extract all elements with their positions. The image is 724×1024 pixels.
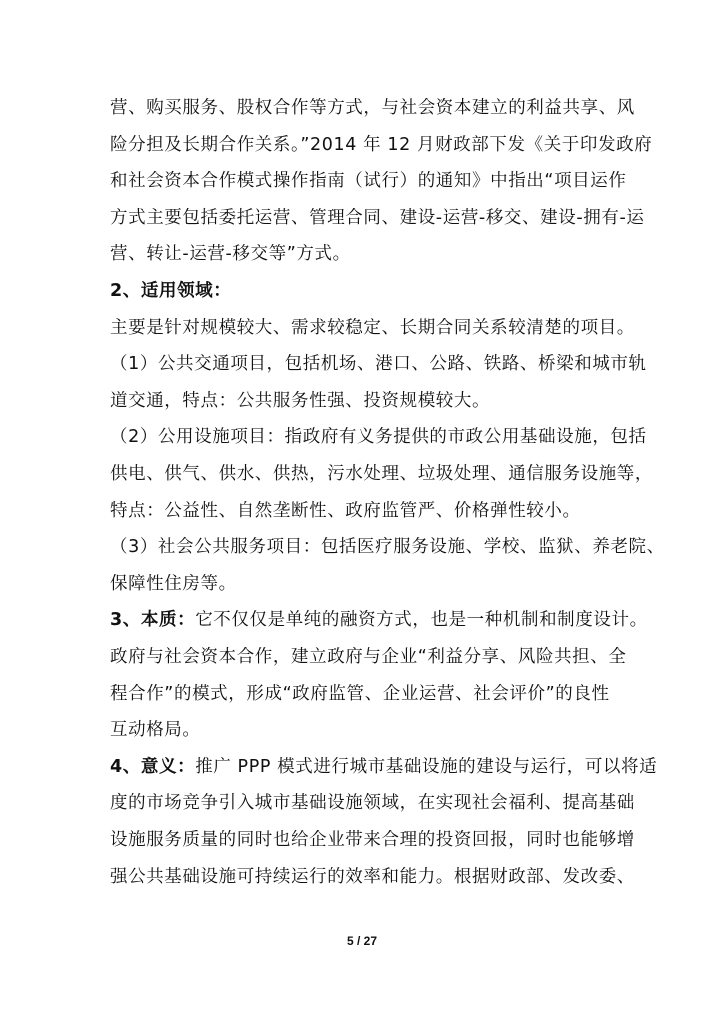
text-line <box>110 462 653 486</box>
text-line <box>110 279 620 303</box>
line-text: 和社会资本合作模式操作指南（试行）的通知》中指出“项目运作 <box>110 171 627 192</box>
line-text: （2）公用设施项目：指政府有义务提供的市政公用基础设施，包括 <box>110 427 647 448</box>
line-text: 特点：公益性、自然垄断性、政府监管严、价格弹性较小。 <box>110 500 581 521</box>
section-heading: 2、适用领域： <box>110 281 232 301</box>
line-text: 互动格局。 <box>110 720 201 741</box>
text-line <box>110 499 620 523</box>
text-line <box>110 133 653 157</box>
text-line <box>110 389 620 413</box>
line-text: （3）社会公共服务项目：包括医疗服务设施、学校、监狱、养老院、 <box>110 537 665 558</box>
line-text: 度的市场竞争引入城市基础设施领域，在实现社会福利、提高基础 <box>110 793 635 814</box>
line-text: （1）公共交通项目，包括机场、港口、公路、铁路、桥梁和城市轨 <box>110 354 647 375</box>
text-line <box>110 572 620 596</box>
line-text: 险分担及长期合作关系。”2014 年 12 月财政部下发《关于印发政府 <box>110 134 653 155</box>
line-text: 政府与社会资本合作，建立政府与企业“利益分享、风险共担、全 <box>110 647 627 667</box>
text-line <box>110 755 658 779</box>
line-text: 方式主要包括委托运营、管理合同、建设-运营-移交、建设-拥有-运 <box>110 207 645 228</box>
text-line <box>110 206 645 230</box>
text-line <box>110 645 627 669</box>
text-line <box>110 169 627 193</box>
text-line <box>110 718 620 742</box>
page-number: 5 / 27 <box>346 934 378 948</box>
text-line <box>110 682 620 706</box>
text-line <box>110 425 647 449</box>
text-line <box>110 865 635 889</box>
text-line <box>110 608 648 632</box>
line-text: 设施服务质量的同时也给企业带来合理的投资回报，同时也能够增 <box>110 830 635 850</box>
section-heading: 4、意义： <box>110 756 196 777</box>
text-line <box>110 535 665 559</box>
line-text: 它不仅仅是单纯的融资方式，也是一种机制和制度设计。 <box>195 610 648 631</box>
text-line <box>110 828 635 852</box>
line-text: 主要是针对规模较大、需求较稳定、长期合同关系较清楚的项目。 <box>110 317 635 338</box>
section-heading: 3、本质： <box>110 610 196 631</box>
line-text: 程合作”的模式，形成“政府监管、企业运营、社会评价”的良性 <box>110 683 610 704</box>
text-line <box>110 352 647 376</box>
line-text: 保障性住房等。 <box>110 573 237 594</box>
line-text: 营、购买服务、股权合作等方式，与社会资本建立的利益共享、风 <box>110 98 635 118</box>
text-line <box>110 791 635 815</box>
line-text: 道交通，特点：公共服务性强、投资规模较大。 <box>110 390 491 411</box>
text-line <box>110 316 635 340</box>
text-line <box>110 242 620 266</box>
line-text: 营、转让-运营-移交等”方式。 <box>110 244 351 265</box>
line-text: 强公共基础设施可持续运行的效率和能力。根据财政部、发改委、 <box>110 866 635 887</box>
line-text: 供电、供气、供水、供热，污水处理、垃圾处理、通信服务设施等， <box>110 464 653 484</box>
text-line <box>110 96 635 120</box>
line-text: 推广 PPP 模式进行城市基础设施的建设与运行，可以将适 <box>195 756 658 777</box>
